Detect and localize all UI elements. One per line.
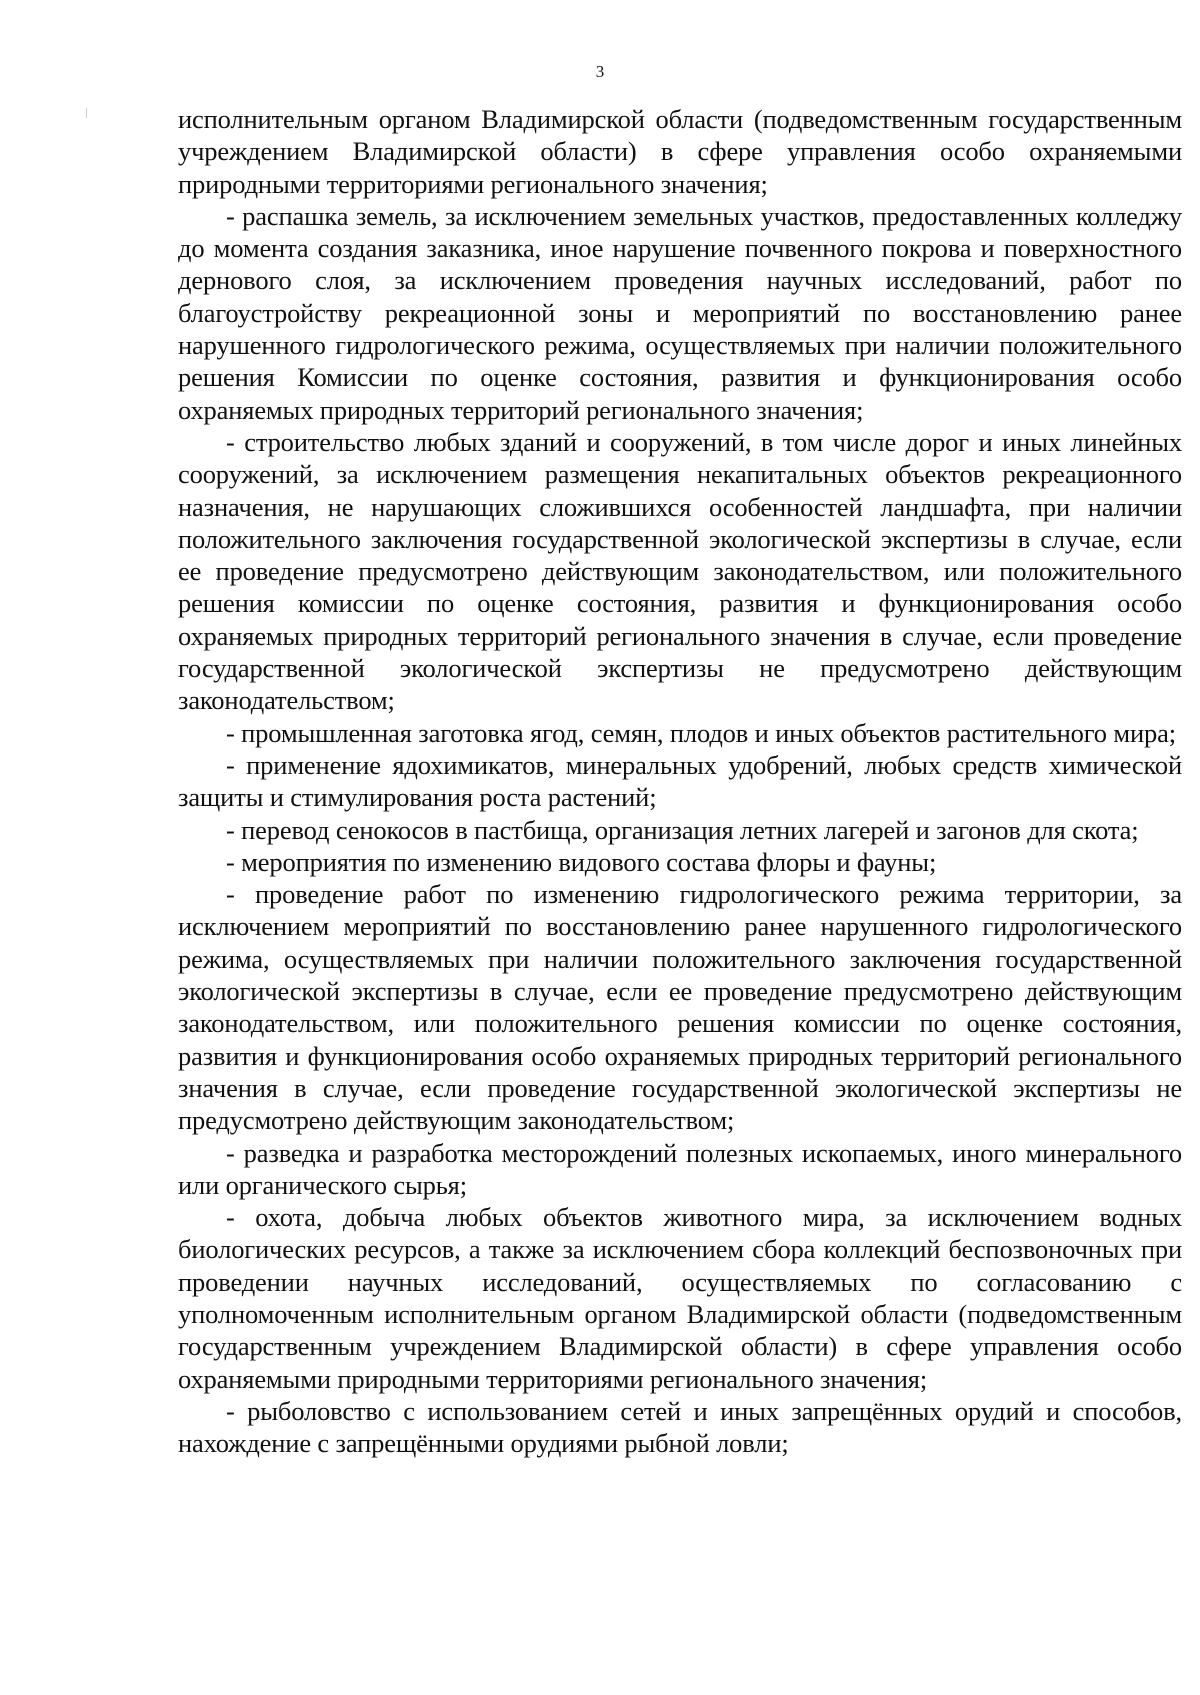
paragraph-mining: - разведка и разработка месторождений полезных ископаемых, иного минерального или органического сырья;	[178, 1137, 1182, 1200]
document-body	[178, 103, 1182, 1459]
paragraph-species-composition: - мероприятия по изменению видового состава флоры и фауны;	[226, 846, 937, 877]
paragraph-continuation: исполнительным органом Владимирской области (подведомственным государственным учреждением Владимирской области) в сфере управления особо охраняемыми природными территориями регионального значения;	[178, 104, 1182, 199]
paragraph-chemicals: - применение ядохимикатов, минеральных удобрений, любых средств химической защиты и стимулирования роста растений;	[178, 749, 1182, 813]
paragraph-pastures: - перевод сенокосов в пастбища, организация летних лагерей и загонов для скота;	[226, 814, 1139, 845]
paragraph-plowing: - распашка земель, за исключением земельных участков, предоставленных колледжу до момента создания заказника, иное нарушение почвенного покрова и поверхностного дернового слоя, за исключением проведения научных исследований, работ по благоустройству рекреационной зоны и мероприятий по восстановлению ранее нарушенного гидрологического режима, осуществляемых при наличии положительного решения Комиссии по оценке состояния, развития и функционирования особо охраняемых природных территорий регионального значения;	[178, 200, 1182, 425]
paragraph-fishing: - рыболовство с использованием сетей и иных запрещённых орудий и способов, нахождение с запрещёнными орудиями рыбной ловли;	[178, 1395, 1182, 1459]
paragraph-hydrology: - проведение работ по изменению гидрологического режима территории, за исключением мероприятий по восстановлению ранее нарушенного гидрологического режима, осуществляемых при наличии положительного заключения государственной экологической экспертизы в случае, если ее проведение предусмотрено действующим законодательством, или положительного решения комиссии по оценке состояния, развития и функционирования особо охраняемых природных территорий регионального значения в случае, если проведение государственной экологической экспертизы не предусмотрено действующим законодательством;	[178, 879, 1182, 1136]
scan-margin-mark	[86, 108, 87, 118]
paragraph-hunting: - охота, добыча любых объектов животного мира, за исключением водных биологических ресурсов, а также за исключением сбора коллекций беспозвоночных при проведении научных исследований, осуществляемых по согласованию с уполномоченным исполнительным органом Владимирской области (подведомственным государственным учреждением Владимирской области) в сфере управления особо охраняемыми природными территориями регионального значения;	[178, 1202, 1182, 1394]
page-number: 3	[595, 62, 605, 81]
paragraph-construction: - строительство любых зданий и сооружений, в том числе дорог и иных линейных сооружений, за исключением размещения некапитальных объектов рекреационного назначения, не нарушающих сложившихся особенностей ландшафта, при наличии положительного заключения государственной экологической экспертизы в случае, если ее проведение предусмотрено действующим законодательством, или положительного решения комиссии по оценке состояния, развития и функционирования особо охраняемых природных территорий регионального значения в случае, если проведение государственной экологической экспертизы не предусмотрено действующим законодательством;	[178, 426, 1182, 716]
paragraph-harvesting: - промышленная заготовка ягод, семян, плодов и иных объектов растительного мира;	[226, 717, 1176, 748]
